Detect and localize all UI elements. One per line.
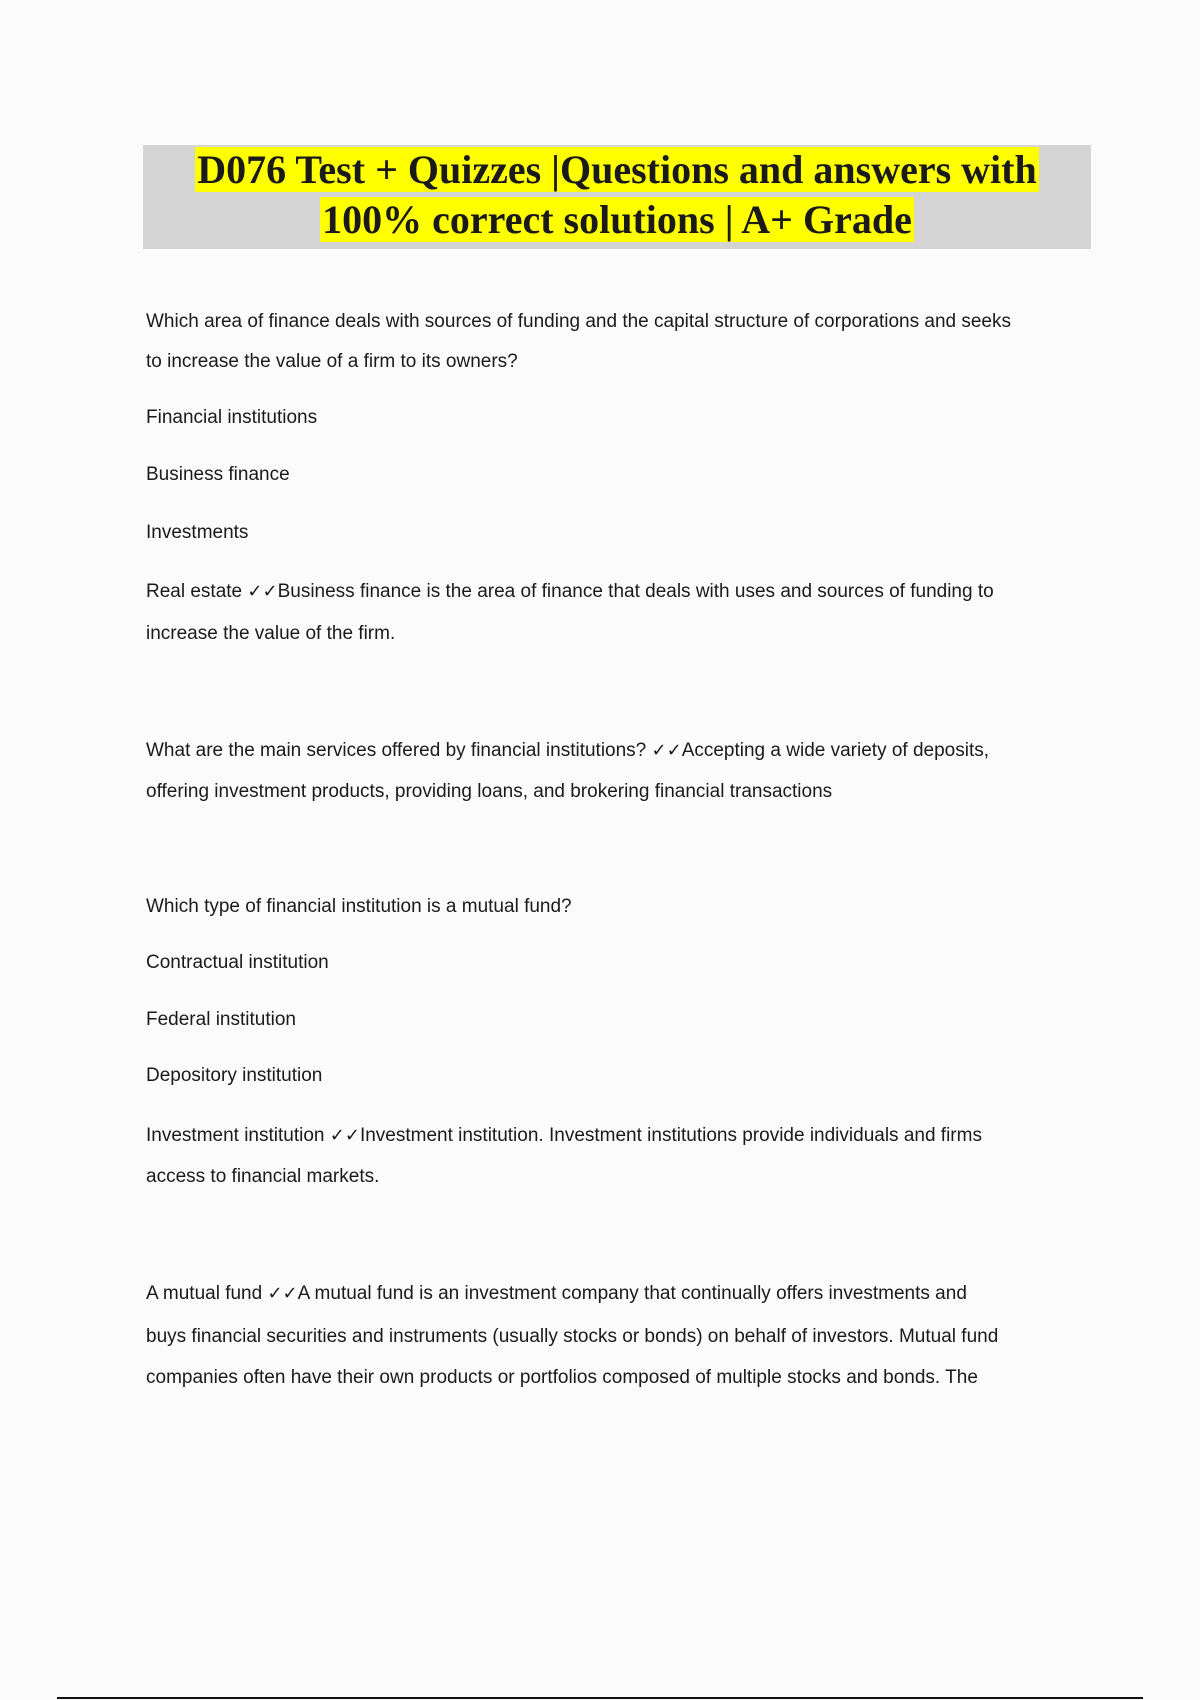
- q3-option-1: Contractual institution: [146, 952, 329, 973]
- check-icon: ✓✓: [247, 581, 278, 602]
- q3-option-2: Federal institution: [146, 1009, 296, 1030]
- q2-question: What are the main services offered by financial institutions?: [146, 740, 652, 761]
- q1-question-line-1: Which area of finance deals with sources of funding and the capital structure of corporations and seeks: [146, 311, 1011, 332]
- q1-answer-line-1: [146, 572, 1086, 612]
- q1-answer-text: Business finance is the area of finance that deals with uses and sources of funding to: [277, 581, 994, 602]
- q2-answer-text: Accepting a wide variety of deposits,: [681, 740, 990, 761]
- q1-question-line-2: to increase the value of a firm to its owners?: [146, 351, 518, 372]
- q2-line-1: [146, 731, 1086, 771]
- q2-answer-line-2: offering investment products, providing loans, and brokering financial transactions: [146, 781, 833, 802]
- footer-divider: [57, 1697, 1143, 1699]
- q3-answer-line-2: access to financial markets.: [146, 1166, 380, 1187]
- q1-option-1: Financial institutions: [146, 407, 318, 428]
- q3-answer-text: Investment institution. Investment institutions provide individuals and firms: [359, 1125, 982, 1146]
- check-icon: ✓✓: [267, 1283, 298, 1304]
- q1-option-3: Investments: [146, 522, 249, 543]
- check-icon: ✓✓: [329, 1125, 360, 1146]
- q1-last-option: Real estate: [146, 581, 248, 602]
- q1-answer-line-2: increase the value of the firm.: [146, 623, 396, 644]
- title-line-1: D076 Test + Quizzes |Questions and answers with: [197, 147, 1037, 192]
- q3-question: Which type of financial institution is a mutual fund?: [146, 896, 572, 917]
- q3-last-option: Investment institution: [146, 1125, 330, 1146]
- q4-answer-text: A mutual fund is an investment company that continually offers investments and: [297, 1283, 967, 1304]
- q3-answer-line-1: [146, 1116, 1086, 1156]
- document-title: [143, 145, 1091, 249]
- q3-option-3: Depository institution: [146, 1065, 323, 1086]
- q4-line-1: [146, 1274, 1086, 1314]
- q4-answer-line-2: buys financial securities and instruments (usually stocks or bonds) on behalf of investors. Mutual fund: [146, 1326, 999, 1347]
- q4-term: A mutual fund: [146, 1283, 268, 1304]
- q1-option-2: Business finance: [146, 464, 290, 485]
- title-line-2: 100% correct solutions | A+ Grade: [322, 197, 912, 242]
- q4-answer-line-3: companies often have their own products or portfolios composed of multiple stocks and bonds. The: [146, 1367, 978, 1388]
- check-icon: ✓✓: [651, 740, 682, 761]
